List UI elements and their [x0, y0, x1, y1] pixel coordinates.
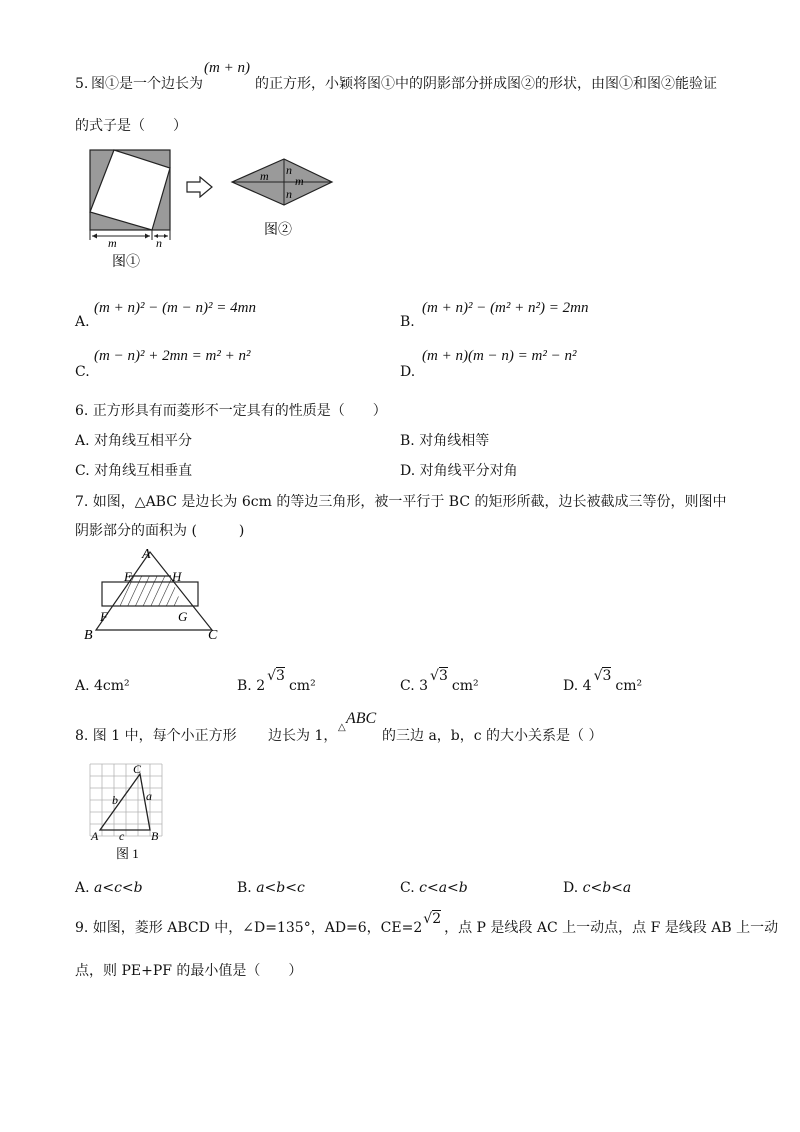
- q5-line2: 的式子是（ ）: [75, 118, 187, 134]
- q5-post: 的正方形，小颖将图①中的阴影部分拼成图②的形状，由图①和图②能验证: [255, 76, 717, 92]
- fig1-n-label: n: [156, 236, 162, 250]
- q5-option-c-letter: C.: [75, 364, 90, 380]
- fig2-m-right: m: [295, 174, 304, 188]
- point-g: G: [178, 609, 188, 624]
- side-c-label: c: [119, 829, 125, 843]
- q7-option-b: B. 2√3cm²: [237, 668, 316, 694]
- fig2-m-left: m: [260, 169, 269, 183]
- hollow-arrow-icon: [186, 176, 214, 198]
- grid-vertex-c: C: [133, 762, 142, 776]
- q8-pre: 8. 图 1 中，每个小正方形: [75, 728, 237, 744]
- fig2-n-top: n: [286, 163, 292, 177]
- q5-option-a-letter: A.: [75, 314, 90, 330]
- q5-figure-2: [228, 156, 338, 242]
- point-e: E: [124, 569, 132, 584]
- q8-abc: ABC: [346, 710, 377, 727]
- grid-vertex-b: B: [151, 829, 159, 843]
- q7-option-c: C. 3√3cm²: [400, 668, 479, 694]
- fig2-n-bottom: n: [286, 187, 292, 201]
- q8-option-d: D. c<b<a: [563, 880, 632, 896]
- q8-grid-figure: [84, 760, 174, 866]
- q5-option-a-expr: (m + n)² − (m − n)² = 4mn: [94, 300, 256, 316]
- q7-line1: 7. 如图，△ABC 是边长为 6cm 的等边三角形，被一平行于 BC 的矩形所截，边长被截成三等份，则图中: [75, 494, 727, 510]
- side-a-label: a: [146, 789, 152, 803]
- q6-option-d: D. 对角线平分对角: [400, 463, 518, 479]
- q5-option-b-letter: B.: [400, 314, 415, 330]
- q6-option-c: C. 对角线互相垂直: [75, 463, 193, 479]
- q5-option-d-expr: (m + n)(m − n) = m² − n²: [422, 348, 577, 364]
- vertex-c: C: [208, 628, 218, 642]
- q5-num: 5.: [75, 76, 89, 92]
- fig2-caption: 图②: [264, 223, 292, 238]
- fig1-m-label: m: [108, 236, 117, 250]
- q5-option-b-expr: (m + n)² − (m² + n²) = 2mn: [422, 300, 589, 316]
- q8-triangle-symbol: △: [338, 722, 346, 733]
- q8-figure-caption: 图 1: [116, 846, 139, 861]
- side-b-label: b: [112, 793, 118, 807]
- q5-option-c-expr: (m − n)² + 2mn = m² + n²: [94, 348, 251, 364]
- q9-line1: 9. 如图，菱形 ABCD 中，∠D=135°，AD=6，CE=2√2，点 P 是线段 AC 上一动点，点 F 是线段 AB 上一动: [75, 911, 779, 936]
- q7-option-d: D. 4√3cm²: [563, 668, 643, 694]
- grid-vertex-a: A: [91, 829, 99, 843]
- q5-figure-1: [84, 148, 174, 270]
- q7-figure: [80, 542, 230, 642]
- vertex-b: B: [84, 628, 93, 642]
- vertex-a: A: [142, 547, 151, 562]
- q6-option-b: B. 对角线相等: [400, 433, 490, 449]
- point-f: F: [100, 609, 108, 624]
- q7-line2: 阴影部分的面积为 ( ): [75, 523, 245, 539]
- q8-mid: 边长为 1，: [268, 728, 338, 744]
- q8-option-c: C. c<a<b: [400, 880, 468, 896]
- q7-option-a: A. 4cm²: [75, 678, 130, 694]
- q6-text: 6. 正方形具有而菱形不一定具有的性质是（ ）: [75, 403, 387, 419]
- q9-line2: 点，则 PE+PF 的最小值是（ ）: [75, 963, 303, 979]
- q5-expr: (m + n): [204, 60, 250, 76]
- fig1-caption: 图①: [112, 255, 140, 270]
- q5-pre: 图①是一个边长为: [91, 76, 203, 92]
- q8-option-b: B. a<b<c: [237, 880, 305, 896]
- q5-option-d-letter: D.: [400, 364, 416, 380]
- q8-option-a: A. a<c<b: [75, 880, 143, 896]
- point-h: H: [172, 569, 182, 584]
- q6-option-a: A. 对角线互相平分: [75, 433, 193, 449]
- q8-post: 的三边 a，b，c 的大小关系是（ ）: [382, 728, 603, 744]
